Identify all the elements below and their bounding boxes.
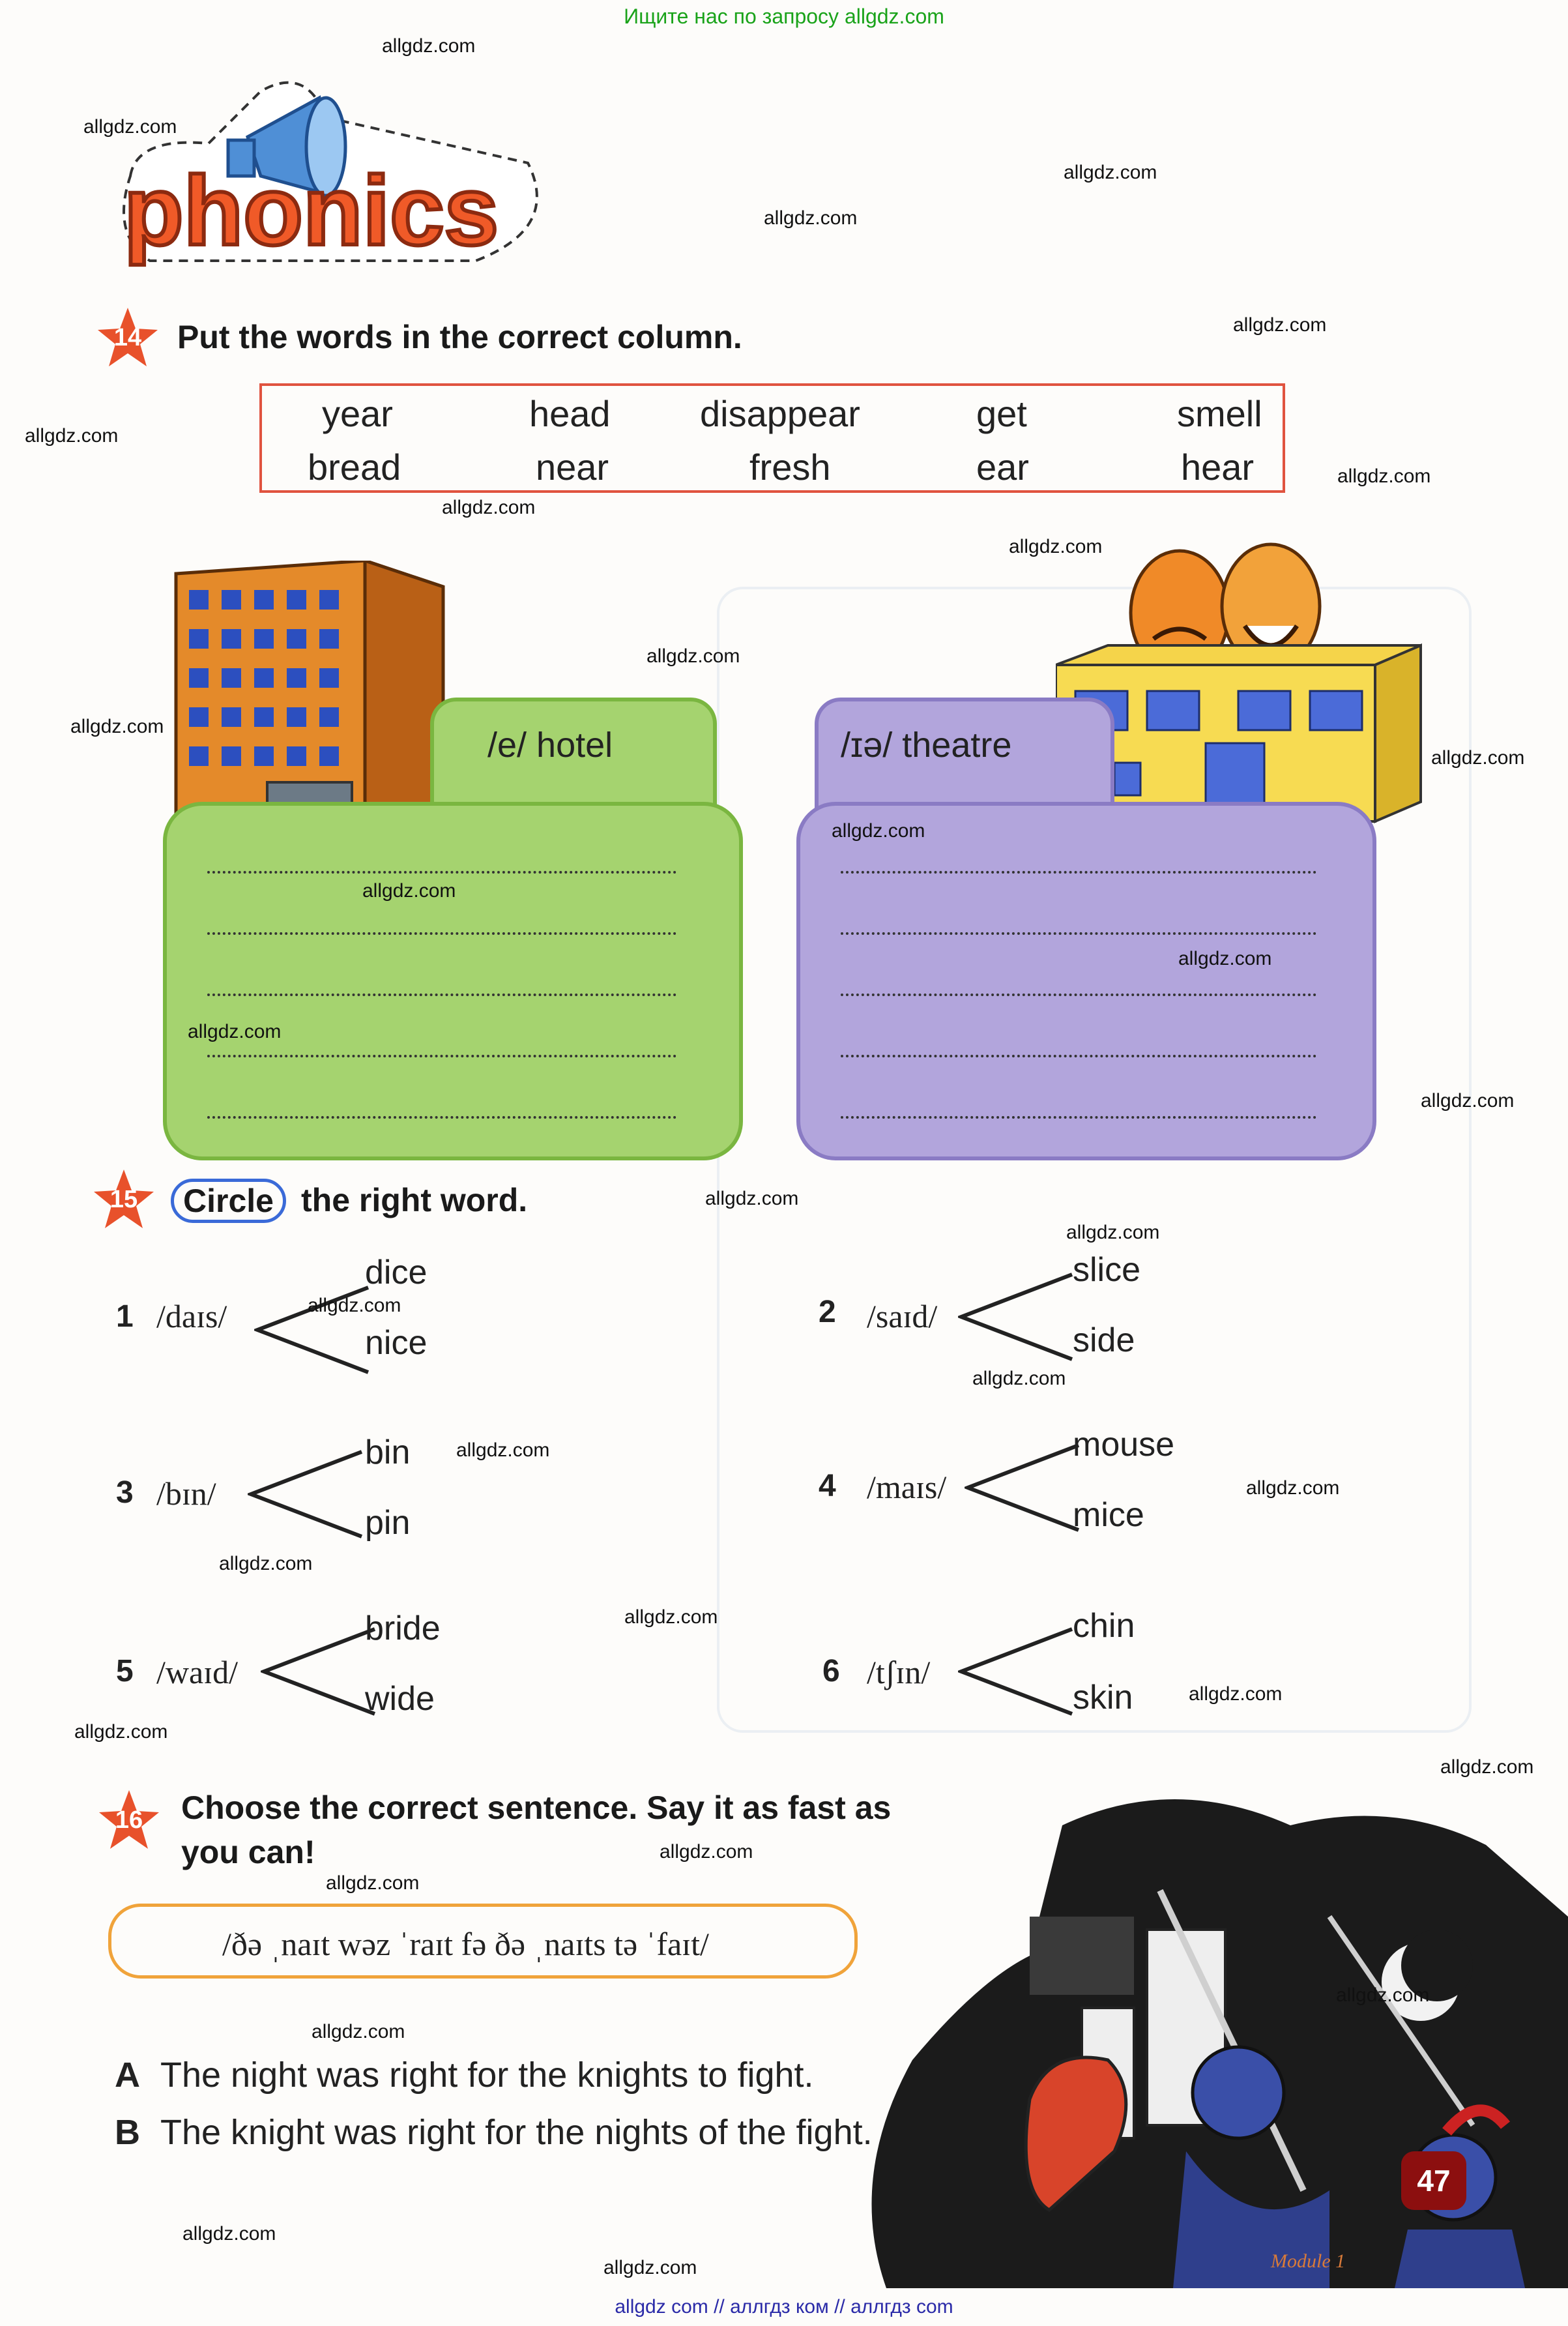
watermark: allgdz.com	[442, 497, 536, 518]
option-word[interactable]: dice	[365, 1254, 428, 1291]
item-number: 6	[822, 1654, 840, 1688]
option-text: The night was right for the knights to fight.	[160, 2055, 814, 2095]
option-word[interactable]: mice	[1073, 1496, 1144, 1534]
watermark: allgdz.com	[70, 716, 164, 737]
sentence-option-b[interactable]	[115, 2112, 873, 2153]
word-ear[interactable]: ear	[976, 447, 1029, 488]
exercise-14-badge: 14	[96, 306, 159, 369]
watermark: allgdz.com	[188, 1021, 282, 1042]
option-letter: B	[115, 2113, 140, 2152]
bottom-banner[interactable]: allgdz com // аллгдз ком // аллгдз com	[615, 2296, 953, 2318]
logo-text: phonics	[124, 156, 499, 265]
option-word[interactable]: pin	[365, 1504, 411, 1542]
option-word[interactable]: chin	[1073, 1607, 1135, 1645]
answer-line[interactable]	[841, 1051, 1316, 1057]
answer-line[interactable]	[207, 928, 676, 935]
watermark: allgdz.com	[25, 425, 119, 447]
answer-line[interactable]	[207, 1112, 676, 1119]
watermark: allgdz.com	[603, 2257, 697, 2278]
watermark: allgdz.com	[624, 1606, 718, 1628]
column-e-label: /e/ hotel	[487, 726, 613, 765]
top-banner[interactable]: Ищите нас по запросу allgdz.com	[624, 5, 944, 28]
option-word[interactable]: side	[1073, 1321, 1135, 1359]
answer-line[interactable]	[841, 867, 1316, 874]
exercise-15-instruction: the right word.	[301, 1182, 528, 1218]
sentence-option-a[interactable]	[115, 2055, 814, 2095]
watermark: allgdz.com	[1178, 948, 1272, 969]
circle-word: Circle	[171, 1179, 286, 1223]
watermark: allgdz.com	[1233, 314, 1327, 336]
watermark: allgdz.com	[1336, 1984, 1430, 2006]
column-ie-label: /ɪə/ theatre	[841, 726, 1012, 765]
watermark: allgdz.com	[832, 820, 925, 842]
watermark: allgdz.com	[1431, 747, 1525, 769]
exercise-15-badge: 15	[93, 1168, 155, 1231]
watermark: allgdz.com	[83, 116, 177, 138]
option-word[interactable]: slice	[1073, 1251, 1141, 1289]
word-fresh[interactable]: fresh	[749, 447, 831, 488]
option-word[interactable]: bin	[365, 1434, 411, 1471]
choice-bracket-icon	[248, 1449, 365, 1540]
word-near[interactable]: near	[536, 447, 609, 488]
watermark: allgdz.com	[1337, 465, 1431, 487]
exercise-14-instruction: Put the words in the correct column.	[177, 319, 742, 355]
knights-castle-illustration	[834, 1786, 1568, 2288]
watermark: allgdz.com	[1440, 1756, 1534, 1778]
word-smell[interactable]: smell	[1177, 393, 1262, 434]
watermark: allgdz.com	[1246, 1477, 1340, 1499]
column-ie-panel	[796, 802, 1376, 1160]
option-text: The knight was right for the nights of the fight.	[160, 2113, 873, 2152]
watermark: allgdz.com	[1064, 162, 1157, 183]
exercise-16-instruction-line2: you can!	[181, 1834, 315, 1870]
column-e-panel	[163, 802, 743, 1160]
item-number: 5	[116, 1654, 134, 1688]
watermark: allgdz.com	[456, 1439, 550, 1461]
item-number: 2	[819, 1295, 836, 1329]
word-head[interactable]: head	[529, 393, 611, 434]
watermark: allgdz.com	[1421, 1090, 1515, 1111]
word-year[interactable]: year	[322, 393, 393, 434]
sentence-transcription: /ðə ˌnaɪt wəz ˈraɪt fə ðə ˌnaɪts tə ˈfaɪt/	[222, 1926, 709, 1962]
watermark: allgdz.com	[219, 1553, 313, 1574]
phonics-logo	[111, 65, 554, 280]
exercise-16-badge: 16	[98, 1789, 160, 1851]
option-word[interactable]: mouse	[1073, 1426, 1175, 1464]
watermark: allgdz.com	[362, 880, 456, 902]
item-transcription: /bɪn/	[156, 1475, 216, 1512]
answer-line[interactable]	[841, 928, 1316, 935]
option-letter: A	[115, 2055, 140, 2095]
exercise-16-instruction-line1: Choose the correct sentence. Say it as fast as	[181, 1789, 892, 1826]
word-get[interactable]: get	[976, 393, 1027, 434]
word-bread[interactable]: bread	[308, 447, 401, 488]
item-number: 1	[116, 1299, 134, 1334]
watermark: allgdz.com	[1066, 1222, 1160, 1243]
word-box	[259, 383, 1285, 493]
word-hear[interactable]: hear	[1181, 447, 1255, 488]
option-word[interactable]: skin	[1073, 1679, 1133, 1716]
watermark: allgdz.com	[1009, 536, 1103, 557]
watermark: allgdz.com	[326, 1872, 420, 1894]
choice-bracket-icon	[958, 1271, 1075, 1362]
watermark: allgdz.com	[182, 2223, 276, 2245]
item-transcription: /daɪs/	[156, 1298, 227, 1334]
answer-line[interactable]	[207, 867, 676, 874]
footer-label: Module 1	[1271, 2250, 1346, 2272]
option-word[interactable]: bride	[365, 1610, 441, 1647]
answer-line[interactable]	[207, 990, 676, 996]
watermark: allgdz.com	[764, 207, 858, 229]
word-disappear[interactable]: disappear	[700, 393, 860, 434]
answer-line[interactable]	[207, 1051, 676, 1057]
watermark: allgdz.com	[646, 645, 740, 667]
watermark: allgdz.com	[972, 1368, 1066, 1389]
item-number: 4	[819, 1469, 836, 1503]
option-word[interactable]: nice	[365, 1324, 428, 1362]
page-number: 47	[1401, 2151, 1466, 2210]
watermark: allgdz.com	[705, 1188, 799, 1209]
item-transcription: /saɪd/	[867, 1298, 938, 1334]
watermark: allgdz.com	[308, 1295, 401, 1316]
choice-bracket-icon	[965, 1442, 1082, 1533]
answer-line[interactable]	[841, 990, 1316, 996]
watermark: allgdz.com	[1189, 1683, 1283, 1705]
choice-bracket-icon	[261, 1626, 378, 1717]
transcription-box	[108, 1904, 858, 1979]
watermark: allgdz.com	[660, 1841, 753, 1862]
item-transcription: /waɪd/	[156, 1654, 238, 1690]
item-transcription: /tʃɪn/	[867, 1654, 931, 1690]
item-transcription: /maɪs/	[867, 1469, 947, 1505]
answer-line[interactable]	[841, 1112, 1316, 1119]
item-number: 3	[116, 1475, 134, 1510]
watermark: allgdz.com	[312, 2021, 405, 2042]
choice-bracket-icon	[958, 1626, 1075, 1717]
watermark: allgdz.com	[74, 1721, 168, 1743]
option-word[interactable]: wide	[365, 1680, 435, 1718]
watermark: allgdz.com	[382, 35, 476, 57]
